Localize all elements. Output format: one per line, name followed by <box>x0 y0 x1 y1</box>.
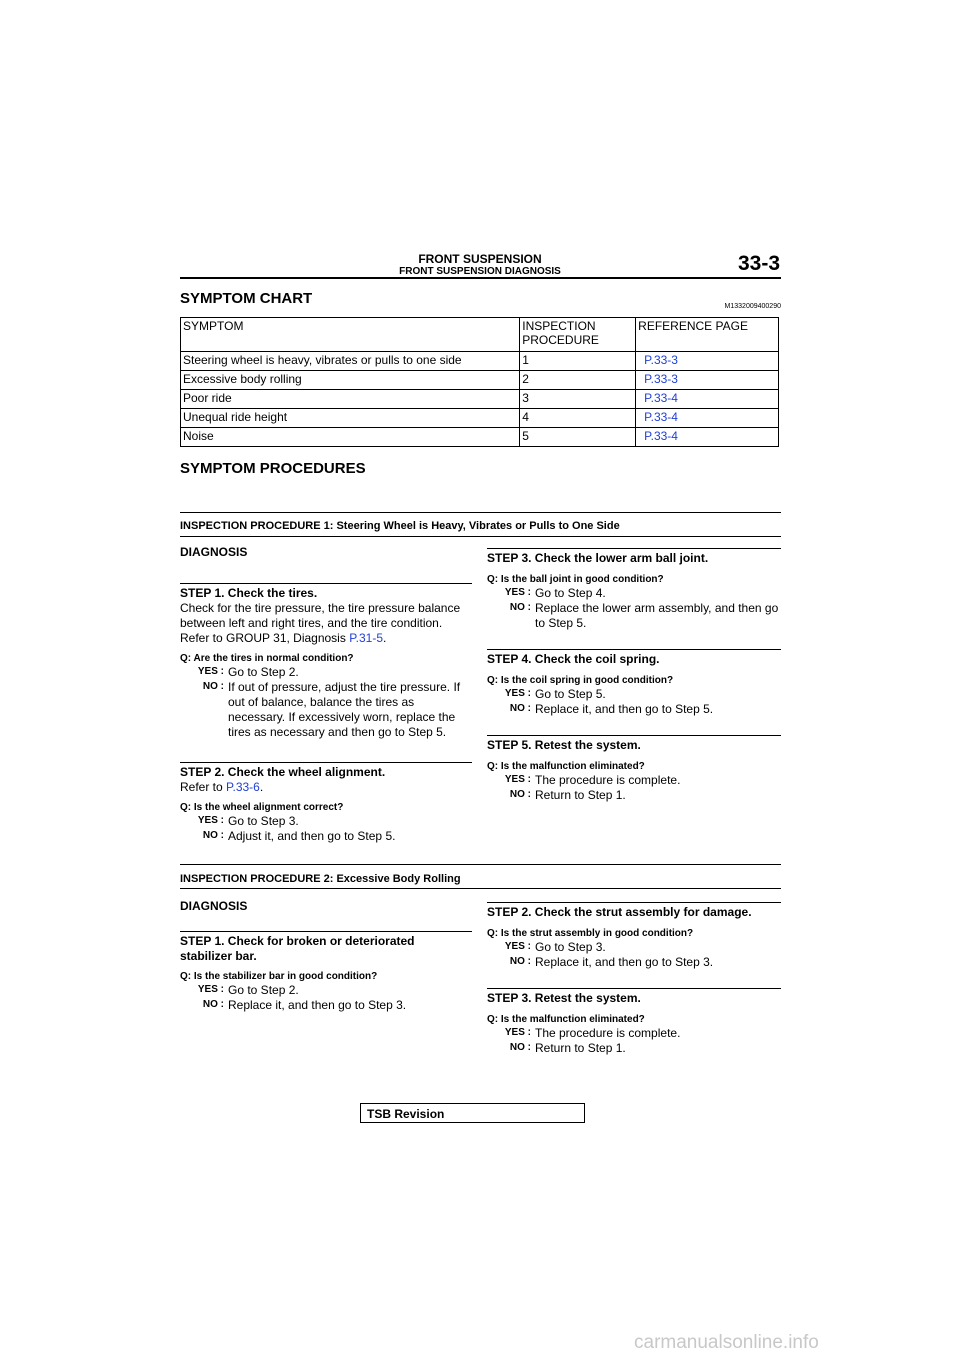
step-1-title: STEP 1. Check for broken or deteriorated stabilizer bar. <box>180 934 415 963</box>
no-text: Return to Step 1. <box>535 1041 626 1055</box>
symptom-cell: Poor ride <box>181 390 520 409</box>
procedure-2-title: INSPECTION PROCEDURE 2: Excessive Body Rolling <box>180 873 461 885</box>
no-label: NO : <box>509 703 531 714</box>
step-5-title: STEP 5. Retest the system. <box>487 738 641 752</box>
step-rule <box>487 735 781 736</box>
column-header-procedure: INSPECTION PROCEDURE <box>520 318 636 352</box>
step-3-no <box>487 601 781 631</box>
procedure-rule-bottom <box>180 536 781 537</box>
no-label: NO : <box>509 602 531 613</box>
step-1-body <box>180 601 472 646</box>
procedure-cell: 5 <box>520 428 636 447</box>
step-1-no <box>180 998 472 1012</box>
section-subtitle: FRONT SUSPENSION DIAGNOSIS <box>399 266 561 277</box>
procedure-rule-top <box>180 512 781 513</box>
yes-label: YES : <box>504 774 531 785</box>
yes-text: Go to Step 2. <box>228 983 299 997</box>
yes-text: Go to Step 2. <box>228 665 299 679</box>
procedure-1-right-column <box>487 548 781 802</box>
symptom-chart-title: SYMPTOM CHART <box>180 290 313 307</box>
step-5-no <box>487 788 781 802</box>
yes-label: YES : <box>504 688 531 699</box>
procedure-2-left-column <box>180 899 472 1012</box>
no-text: Adjust it, and then go to Step 5. <box>228 829 396 843</box>
no-text: Replace it, and then go to Step 3. <box>535 955 714 969</box>
step-3-yes <box>487 586 781 600</box>
no-label: NO : <box>509 789 531 800</box>
step-2-title: STEP 2. Check the strut assembly for damage. <box>487 905 752 919</box>
step-2-question: Q: Is the wheel alignment correct? <box>180 802 344 813</box>
step-1-title: STEP 1. Check the tires. <box>180 586 318 600</box>
yes-label: YES : <box>504 1027 531 1038</box>
table-row <box>181 428 779 447</box>
table-row <box>181 352 779 371</box>
header-rule <box>180 277 781 279</box>
no-text: Replace the lower arm assembly, and then go to Step 5. <box>535 601 779 630</box>
step-2-yes <box>487 940 781 954</box>
reference-link[interactable]: P.33-4 <box>644 391 678 405</box>
symptom-cell: Steering wheel is heavy, vibrates or pulls to one side <box>181 352 520 371</box>
column-header-reference: REFERENCE PAGE <box>636 318 779 352</box>
table-row <box>181 390 779 409</box>
no-label: NO : <box>202 830 224 841</box>
document-code: M1332009400290 <box>724 303 781 310</box>
table-row <box>181 371 779 390</box>
table-header-row <box>181 318 779 352</box>
step-2-link[interactable]: P.33-6 <box>226 780 260 794</box>
step-2-no <box>487 955 781 969</box>
step-2-tail: . <box>259 780 264 794</box>
step-3-title: STEP 3. Check the lower arm ball joint. <box>487 551 709 565</box>
yes-text: Go to Step 4. <box>535 586 606 600</box>
no-label: NO : <box>509 1042 531 1053</box>
reference-link[interactable]: P.33-4 <box>644 429 678 443</box>
symptom-table <box>180 317 779 447</box>
step-3-no <box>487 1041 781 1055</box>
section-title: FRONT SUSPENSION <box>418 252 542 266</box>
yes-text: Go to Step 5. <box>535 687 606 701</box>
procedure-1-left-column <box>180 545 472 843</box>
yes-label: YES : <box>197 666 224 677</box>
procedure-cell: 1 <box>520 352 636 371</box>
no-label: NO : <box>509 956 531 967</box>
symptom-procedures-title: SYMPTOM PROCEDURES <box>180 460 366 477</box>
site-watermark: carmanualsonline.info <box>634 1332 819 1353</box>
step-1-tail: . <box>383 631 387 645</box>
step-rule <box>180 583 472 584</box>
no-text: Replace it, and then go to Step 3. <box>228 998 407 1012</box>
step-1-text: Check for the tire pressure, the tire pressure balance between left and right tires, and the tire condition. Refer to GROUP 31, Diagnosis <box>180 601 461 645</box>
procedure-2-right-column <box>487 902 781 1055</box>
step-5-yes <box>487 773 781 787</box>
no-text: Replace it, and then go to Step 5. <box>535 702 714 716</box>
step-1-no <box>180 680 472 740</box>
no-label: NO : <box>202 681 224 692</box>
reference-link[interactable]: P.33-4 <box>644 410 678 424</box>
symptom-cell: Noise <box>181 428 520 447</box>
step-4-question: Q: Is the coil spring in good condition? <box>487 675 674 686</box>
step-1-yes <box>180 983 472 997</box>
no-text: If out of pressure, adjust the tire pressure. If out of balance, balance the tires as necessary. If excessively worn, replace the tires as necessary and then go to Step 5. <box>228 680 461 739</box>
procedure-rule-bottom <box>180 888 781 889</box>
tsb-revision-box: TSB Revision <box>360 1103 585 1123</box>
no-text: Return to Step 1. <box>535 788 626 802</box>
step-2-no <box>180 829 472 843</box>
step-2-body <box>180 780 472 795</box>
step-3-question: Q: Is the ball joint in good condition? <box>487 574 664 585</box>
table-row <box>181 409 779 428</box>
step-4-no <box>487 702 781 716</box>
step-1-yes <box>180 665 472 679</box>
yes-text: Go to Step 3. <box>228 814 299 828</box>
step-rule <box>487 988 781 989</box>
step-rule <box>487 649 781 650</box>
yes-label: YES : <box>504 587 531 598</box>
column-header-symptom: SYMPTOM <box>181 318 520 352</box>
yes-text: Go to Step 3. <box>535 940 606 954</box>
procedure-1-title: INSPECTION PROCEDURE 1: Steering Wheel is Heavy, Vibrates or Pulls to One Side <box>180 520 620 532</box>
yes-label: YES : <box>197 815 224 826</box>
step-1-question: Q: Are the tires in normal condition? <box>180 653 354 664</box>
procedure-cell: 4 <box>520 409 636 428</box>
no-label: NO : <box>202 999 224 1010</box>
reference-link[interactable]: P.33-3 <box>644 353 678 367</box>
symptom-cell: Excessive body rolling <box>181 371 520 390</box>
procedure-rule-top <box>180 864 781 865</box>
step-1-question: Q: Is the stabilizer bar in good condition? <box>180 971 378 982</box>
yes-label: YES : <box>504 941 531 952</box>
symptom-cell: Unequal ride height <box>181 409 520 428</box>
step-5-question: Q: Is the malfunction eliminated? <box>487 761 645 772</box>
step-rule <box>487 902 781 903</box>
diagnosis-heading: DIAGNOSIS <box>180 545 248 559</box>
page-number: 33-3 <box>737 252 780 275</box>
step-rule <box>180 931 472 932</box>
yes-label: YES : <box>197 984 224 995</box>
step-2-title: STEP 2. Check the wheel alignment. <box>180 765 386 779</box>
step-4-yes <box>487 687 781 701</box>
step-2-question: Q: Is the strut assembly in good condition? <box>487 928 694 939</box>
step-3-yes <box>487 1026 781 1040</box>
step-2-text: Refer to <box>180 780 227 794</box>
step-2-yes <box>180 814 472 828</box>
step-3-question: Q: Is the malfunction eliminated? <box>487 1014 645 1025</box>
procedure-cell: 2 <box>520 371 636 390</box>
procedure-cell: 3 <box>520 390 636 409</box>
step-rule <box>180 762 472 763</box>
yes-text: The procedure is complete. <box>535 1026 681 1040</box>
diagnosis-heading: DIAGNOSIS <box>180 899 248 913</box>
step-1-link[interactable]: P.31-5 <box>349 631 383 645</box>
yes-text: The procedure is complete. <box>535 773 681 787</box>
step-3-title: STEP 3. Retest the system. <box>487 991 641 1005</box>
step-4-title: STEP 4. Check the coil spring. <box>487 652 660 666</box>
reference-link[interactable]: P.33-3 <box>644 372 678 386</box>
step-rule <box>487 548 781 549</box>
